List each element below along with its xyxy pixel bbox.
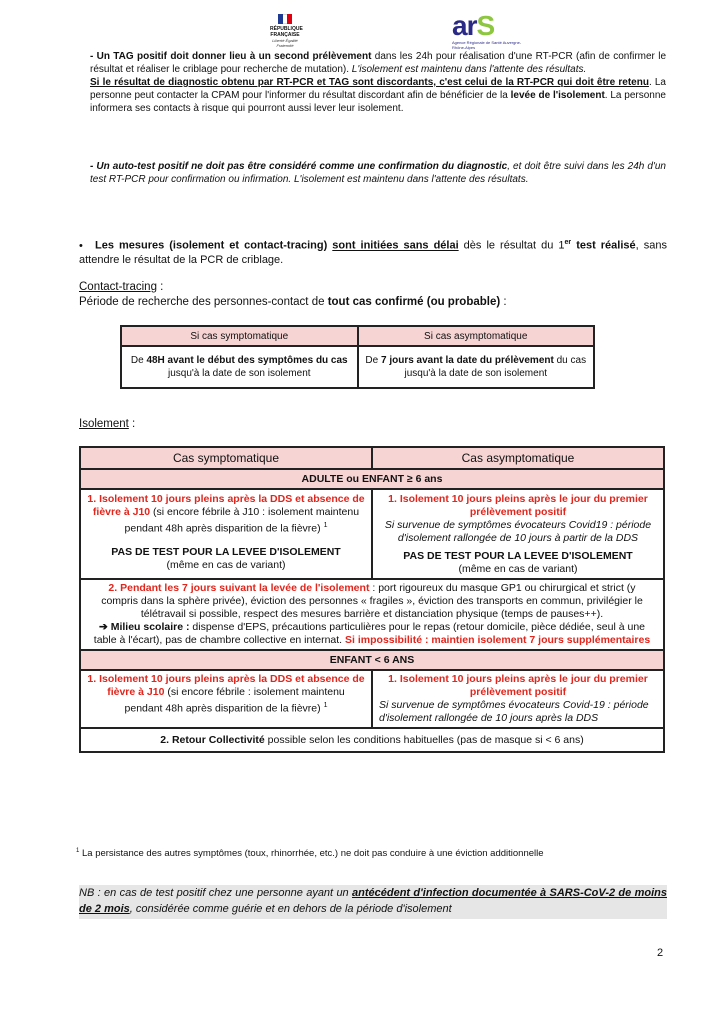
- isolement-colon: :: [128, 418, 136, 430]
- t2-header-asymptomatique: Cas asymptomatique: [372, 447, 664, 469]
- nb-note: [79, 885, 667, 919]
- nb-text-b: , considérée comme guérie et en dehors de la période d'isolement: [129, 903, 452, 915]
- band-enfant: ENFANT < 6 ANS: [80, 650, 664, 670]
- contact-tracing-title: Contact-tracing: [79, 281, 157, 293]
- p1-bold: - Un TAG positif doit donner lieu à un second prélèvement: [90, 51, 372, 62]
- isolement-title: Isolement: [79, 418, 129, 430]
- p3-text2: , sans attendre le résultat de la PCR de criblage.: [79, 239, 667, 266]
- retour-collectivite-cell: 2. Retour Collectivité possible selon les conditions habituelles (pas de masque si < 6 ans): [80, 728, 664, 752]
- bullet-icon: •: [79, 239, 83, 252]
- child-symptomatique-cell: 1. Isolement 10 jours pleins après la DDS et absence de fièvre à J10 (si encore fébrile : isolement maintenu pendant 48h après disparition de la fièvre) $^1$: [80, 670, 372, 728]
- p3-bold1: Les mesures (isolement et contact-tracing): [95, 239, 333, 252]
- paragraph-tag-positif: [90, 50, 666, 115]
- footnote: [76, 848, 676, 859]
- t1-cell-symptomatique: De 48H avant le début des symptômes du cas jusqu'à la date de son isolement: [121, 346, 358, 388]
- p1-text1: dans les 24h pour réalisation d'une RT-PCR (afin de confirmer le résultat et réaliser le criblage pour recherche de mutation).: [90, 51, 667, 75]
- arrow-icon: ➔: [98, 621, 108, 633]
- paragraph-mesures: [79, 236, 667, 267]
- contact-tracing-line: [79, 295, 507, 310]
- t2-header-symptomatique: Cas symptomatique: [80, 447, 372, 469]
- contact-tracing-colon: :: [156, 281, 164, 293]
- ct-line-c: :: [500, 296, 507, 308]
- p2-bold-italic: - Un auto-test positif ne doit pas être considéré comme une confirmation du diagnostic: [90, 161, 508, 172]
- nb-bold-underline: antécédent d'infection documentée à SARS-CoV-2 de moins de 2 mois: [79, 887, 667, 915]
- p1-bold2: levée de l'isolement: [510, 90, 605, 101]
- contact-tracing-heading: [79, 280, 163, 295]
- t1-header-symptomatique: Si cas symptomatique: [121, 326, 358, 346]
- adult-symptomatique-cell: 1. Isolement 10 jours pleins après la DDS et absence de fièvre à J10 (si encore fébrile à J10 : isolement maintenu pendant 48h après disparition de la fièvre) $^1$ PAS DE TEST POUR LA LEVEE D'ISOLEMENT (même en cas de variant): [80, 489, 372, 579]
- isolement-heading: [79, 418, 135, 430]
- ct-line-b: tout cas confirmé (ou probable): [327, 296, 501, 308]
- post-isolement-measures-cell: 2. Pendant les 7 jours suivant la levée de l'isolement : port rigoureux du masque GP1 ou chirurgical et strict (y compris dans la sphère privée), éviction des personnes « fragiles », éviction des transports en commun, privilégier le télétravail si possible, respect des mesures barrière et distanciation physique (temps de pauses++). ➔ Milieu scolaire : dispense d'EPS, précautions particulières pour le repas (retour domicile, pièce dédiée, seul à une table à l'écart), pas de chambre collective en internat. Si impossibilité : maintien isolement 7 jours supplémentaires: [80, 579, 664, 650]
- ct-line-a: Période de recherche des personnes-contact de: [79, 296, 328, 308]
- contact-period-table: [120, 325, 595, 389]
- p1-text3: . La personne informera ses contacts à risque qui pourront aussi lever leur isolement.: [90, 90, 666, 114]
- rf-motto: Liberté Égalité Fraternité: [272, 38, 298, 48]
- rf-line2: FRANÇAISE: [270, 32, 300, 38]
- child-asymptomatique-cell: 1. Isolement 10 jours pleins après le jour du premier prélèvement positif Si survenue de symptômes évocateurs Covid-19 : période d'isolement rallongée de 10 jours après la DDS: [372, 670, 664, 728]
- t1-header-asymptomatique: Si cas asymptomatique: [358, 326, 595, 346]
- footnote-text: La persistance des autres symptômes (toux, rhinorrhée, etc.) ne doit pas conduire à une éviction additionnelle: [79, 848, 544, 860]
- adult-asymptomatique-cell: 1. Isolement 10 jours pleins après le jour du premier prélèvement positif Si survenue de symptômes évocateurs Covid19 : période d'isolement rallongée de 10 jours à partir de la DDS PAS DE TEST POUR LA LEVEE D'ISOLEMENT (même en cas de variant): [372, 489, 664, 579]
- republique-francaise-logo: [270, 14, 303, 48]
- p1-text2: . La personne peut contacter la CPAM pour l'informer du résultat discordant afin de bénéficier de la: [90, 77, 666, 101]
- page-number: 2: [657, 947, 664, 959]
- ars-word-a: ar: [452, 10, 477, 41]
- ars-word-s: S: [476, 10, 495, 41]
- ars-subtitle: Agence Régionale de Santé Auvergne-Rhône-Alpes: [452, 40, 522, 50]
- nb-text-a: NB : en cas de test positif chez une personne ayant un: [79, 887, 353, 899]
- p3-sup: er: [564, 239, 572, 246]
- isolement-table: [79, 446, 665, 753]
- rf-line1: RÉPUBLIQUE: [270, 26, 303, 32]
- p3-bold2: test réalisé: [571, 239, 636, 252]
- french-flag-icon: [278, 14, 292, 24]
- p2-italic: , et doit être suivi dans les 24h d'un test RT-PCR pour confirmation ou infirmation. L'isolement est maintenu dans l'attente des résultats.: [90, 161, 666, 185]
- band-adulte: ADULTE ou ENFANT ≥ 6 ans: [80, 469, 664, 489]
- p3-text1: dès le résultat du 1: [458, 239, 565, 252]
- p3-bold-underline: sont initiées sans délai: [332, 239, 459, 252]
- t1-cell-asymptomatique: De 7 jours avant la date du prélèvement du cas jusqu'à la date de son isolement: [358, 346, 595, 388]
- footnote-sup: 1: [76, 848, 80, 854]
- ars-logo: [452, 12, 522, 48]
- p1-underline: Si le résultat de diagnostic obtenu par RT-PCR et TAG sont discordants, c'est celui de la RT-PCR qui doit être retenu: [90, 77, 649, 88]
- p1-italic: L'isolement est maintenu dans l'attente des résultats.: [351, 64, 587, 75]
- paragraph-auto-test: [90, 160, 666, 186]
